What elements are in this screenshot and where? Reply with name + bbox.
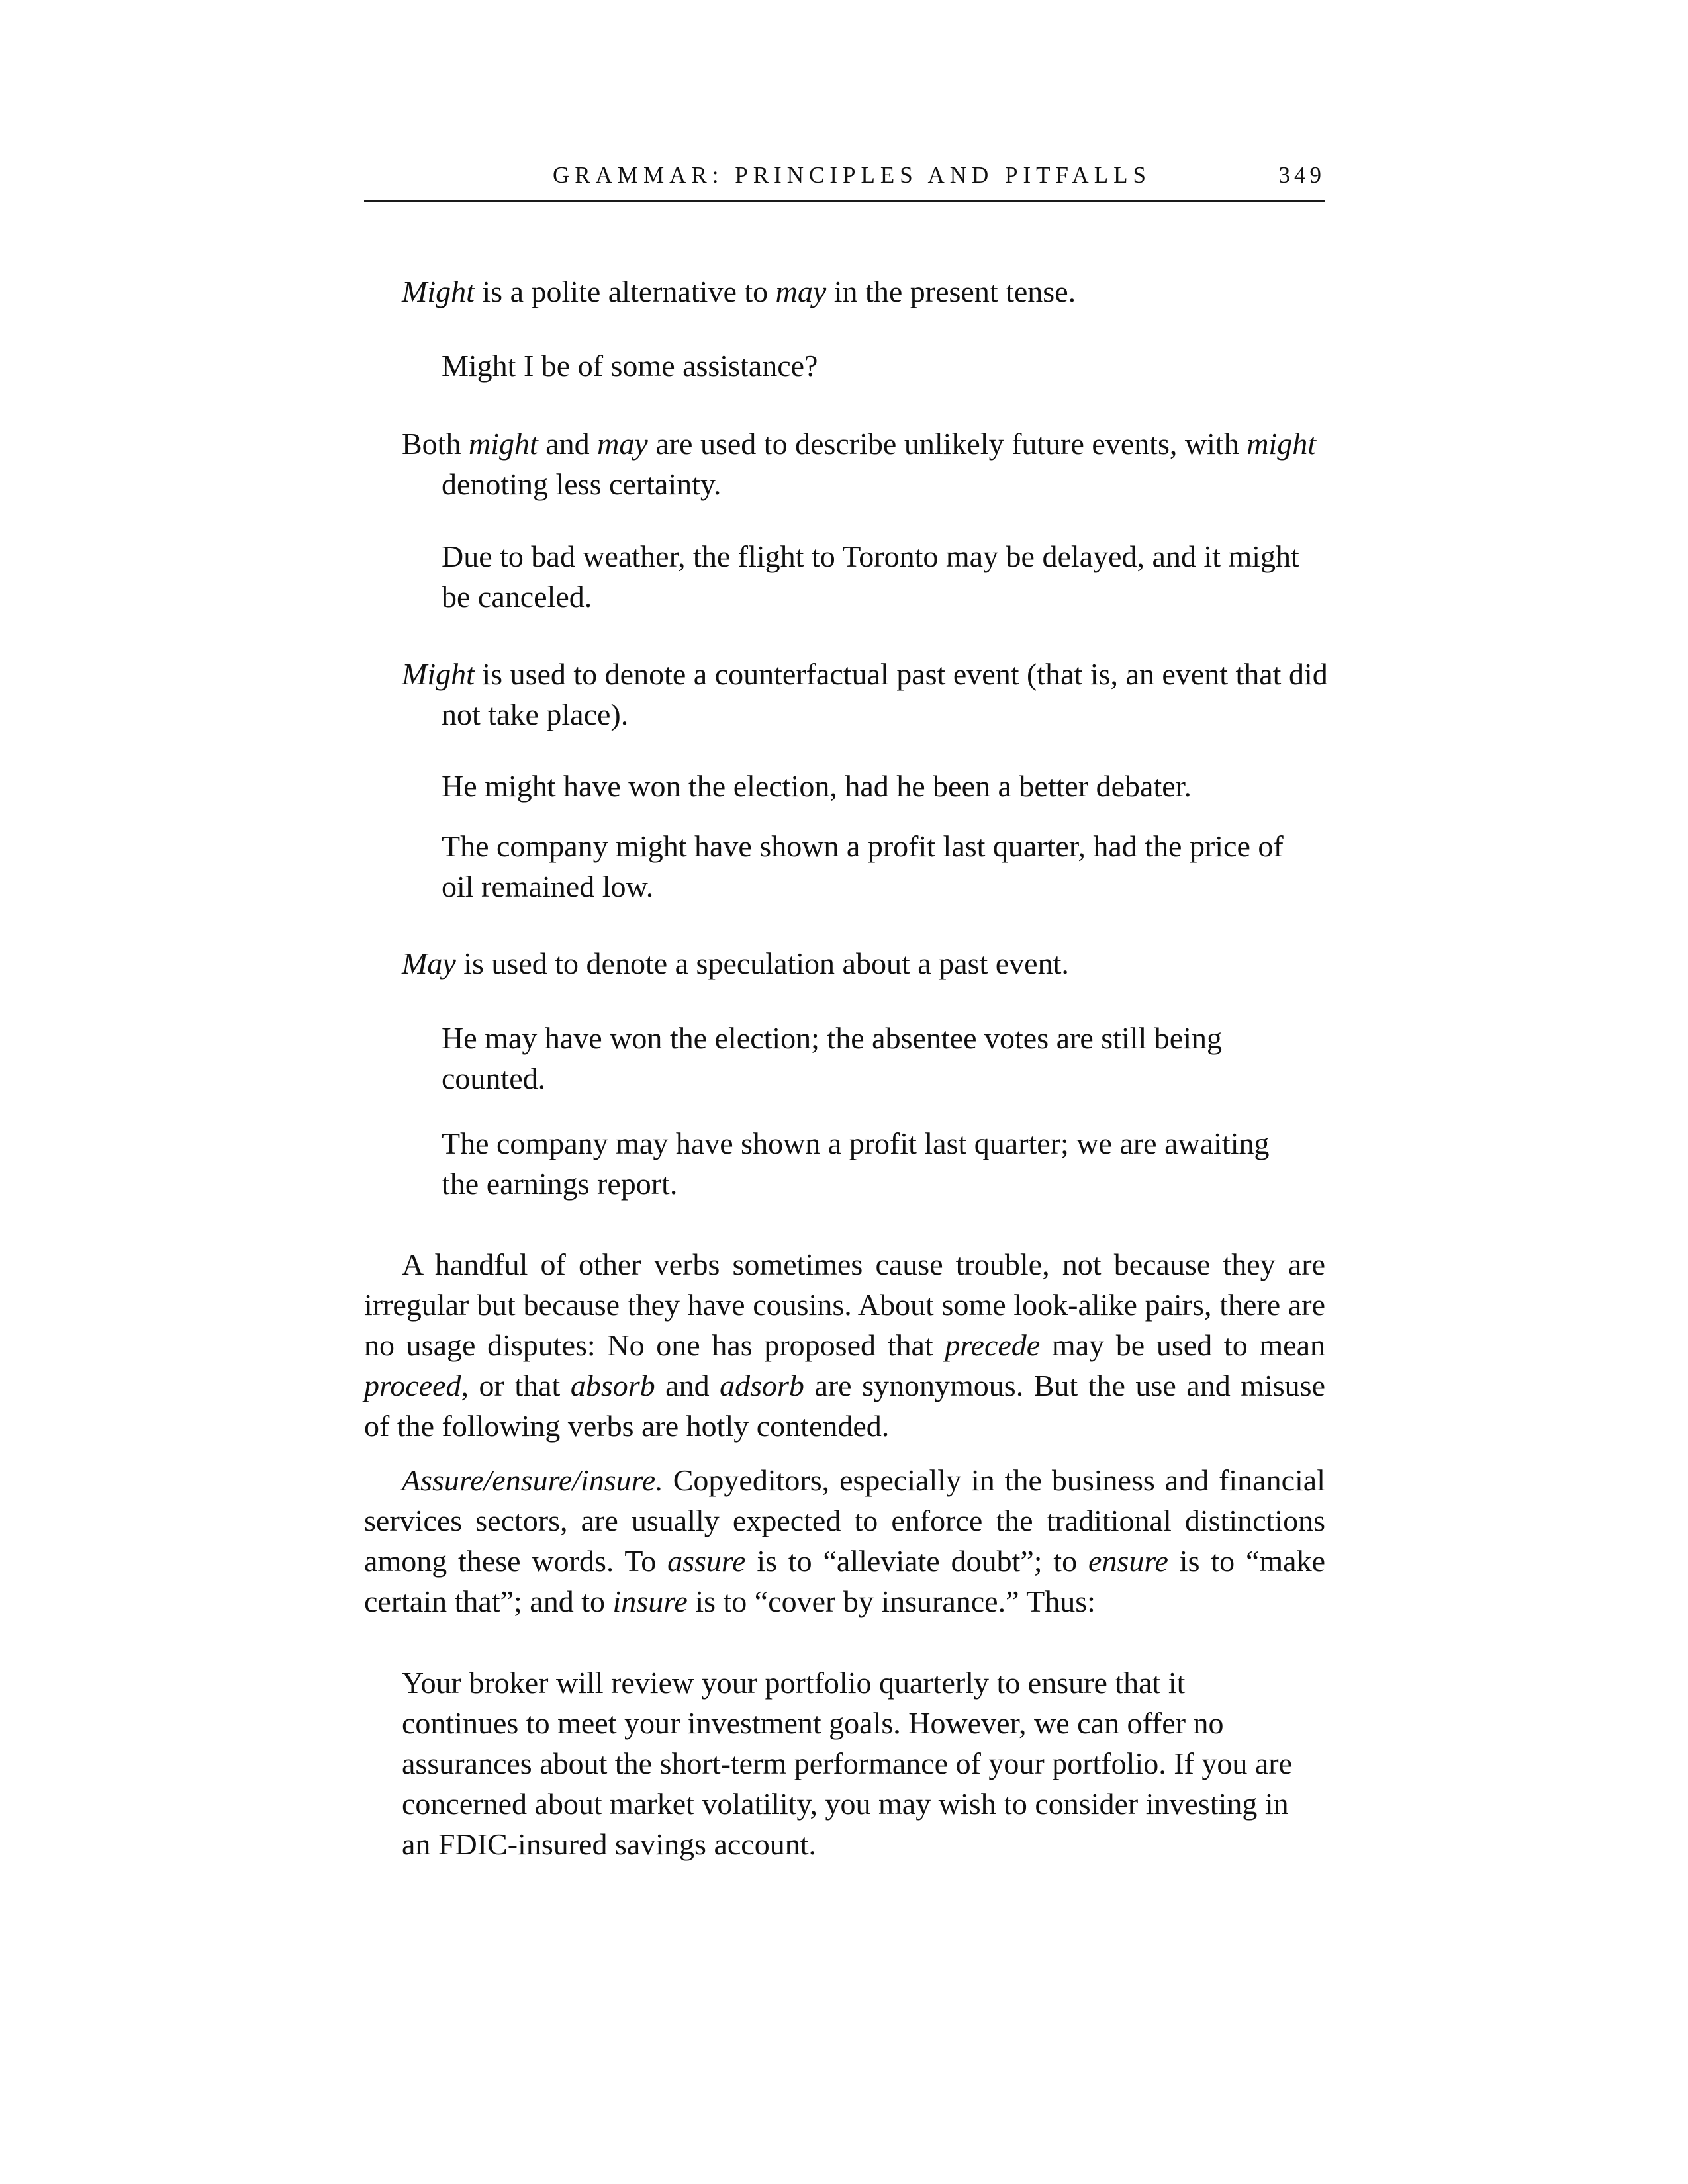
term-might: Might [402, 657, 475, 691]
example-flight-toronto: Due to bad weather, the flight to Toronto may be delayed, and it might be canceled. [442, 539, 1299, 614]
term-might: Might [402, 275, 475, 308]
example-profit-oil: The company might have shown a profit last quarter, had the price of oil remained low. [442, 829, 1284, 903]
paragraph-assure-ensure-insure: Assure/ensure/insure. Copyeditors, especially in the business and financial services sectors, are usually expected to enforce the traditional distinctions among these words. To assure is to “alleviate doubt”; to ensure is to “make certain that”; and to insure is to “cover by insurance.” Thus: [364, 1463, 1325, 1618]
term-might: might [1246, 427, 1316, 461]
entry-heading: Assure/ensure/insure. [402, 1463, 663, 1497]
example-absentee-votes: He may have won the election; the absentee votes are still being counted. [442, 1021, 1222, 1095]
term-may: may [597, 427, 648, 461]
example-might-assistance: Might I be of some assistance? [442, 349, 818, 383]
example-earnings-report: The company may have shown a profit last quarter; we are awaiting the earnings report. [442, 1126, 1270, 1201]
rule-might-counterfactual: Might is used to denote a counterfactual past event (that is, an event that did not take place). [402, 657, 1328, 731]
paragraph-verb-cousins: A handful of other verbs sometimes cause trouble, not because they are irregular but because they have cousins. About some look-alike pairs, there are no usage disputes: No one has proposed that precede may be used to mean proceed, or that absorb and adsorb are synonymous. But the use and misuse of the following verbs are hotly contended. [364, 1248, 1325, 1443]
running-head: GRAMMAR: PRINCIPLES AND PITFALLS [553, 162, 1151, 188]
term-might: might [468, 427, 538, 461]
page-header [364, 156, 1325, 202]
page-number: 349 [1278, 162, 1325, 188]
rule-might-may-future: Both might and may are used to describe unlikely future events, with might denoting less certainty. [402, 427, 1316, 501]
rule-might-polite: Might is a polite alternative to may in the present tense. [402, 275, 1076, 308]
term-may: May [402, 946, 456, 980]
term-may: may [775, 275, 827, 308]
example-election-debater: He might have won the election, had he been a better debater. [442, 769, 1192, 803]
rule-may-speculation: May is used to denote a speculation about a past event. [402, 946, 1069, 980]
block-quote-broker: Your broker will review your portfolio quarterly to ensure that it continues to meet your investment goals. However, we can offer no assurances about the short-term performance of your portfolio. If you are concerned about market volatility, you may wish to consider investing in an FDIC-insured savings account. [402, 1666, 1293, 1861]
